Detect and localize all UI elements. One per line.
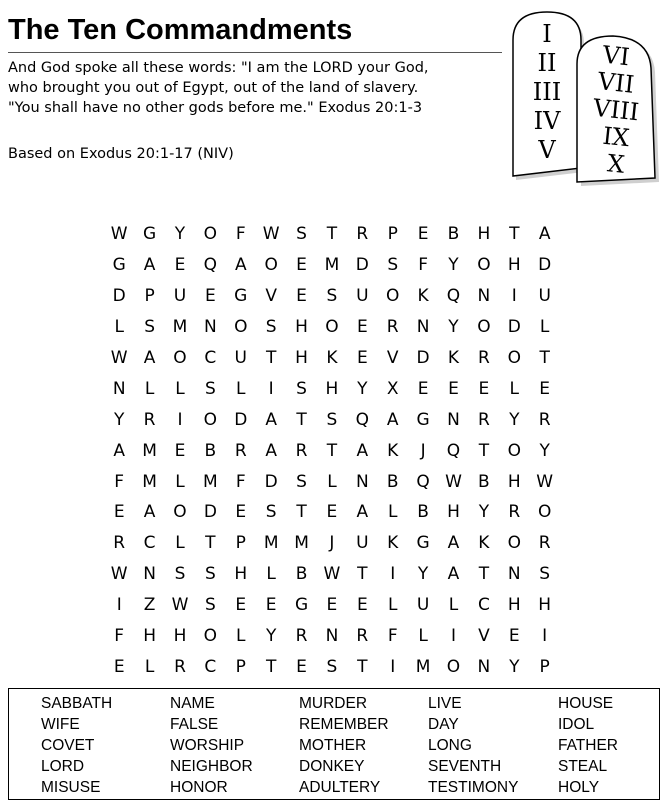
grid-letter[interactable]: E [235,502,247,523]
tablet-numeral: III [532,78,562,106]
intro-text [8,58,508,118]
grid-letter[interactable]: L [387,502,398,523]
grid-letter[interactable]: F [387,626,398,647]
grid-letter[interactable]: J [420,440,426,461]
grid-letter[interactable]: W [445,471,462,492]
tablet-numeral: VI [601,40,631,72]
grid-letter[interactable]: S [204,595,216,616]
page-title: The Ten Commandments [8,14,353,46]
grid-letter[interactable]: A [538,224,551,245]
grid-letter[interactable]: E [356,595,368,616]
grid-letter[interactable]: W [262,224,280,245]
grid-letter[interactable]: M [263,533,279,554]
grid-letter[interactable]: S [144,317,155,338]
grid-letter[interactable]: R [538,533,551,554]
grid-letter[interactable]: N [477,286,491,307]
tablet-numeral: I [542,20,552,48]
grid-letter[interactable]: A [143,348,156,368]
word-bank-list [41,693,658,798]
grid-letter[interactable]: R [356,224,369,245]
grid-letter[interactable]: Y [417,564,429,585]
grid-letter[interactable]: U [356,533,369,554]
grid-letter[interactable]: G [416,533,430,554]
grid-letter[interactable]: G [234,286,248,307]
word-bank-item: STEAL [558,757,608,775]
word-bank-item: NAME [170,694,215,712]
grid-letter[interactable]: T [296,502,307,523]
grid-letter[interactable]: R [477,409,490,430]
grid-letter[interactable]: B [295,564,308,585]
grid-letter[interactable]: F [235,224,246,245]
grid-letter[interactable]: A [234,255,247,276]
grid-letter[interactable]: A [386,409,399,430]
grid-letter[interactable]: H [295,317,308,338]
grid-letter[interactable]: Y [478,502,490,523]
grid-letter[interactable]: S [326,409,338,430]
grid-letter[interactable]: T [478,440,490,461]
grid-letter[interactable]: P [235,533,246,554]
grid-letter[interactable]: Y [174,224,186,245]
grid-letter[interactable]: E [508,626,520,647]
grid-letter[interactable]: Y [509,656,520,677]
grid-letter[interactable]: L [418,626,428,647]
word-search-grid [104,219,560,682]
word-bank-item: IDOL [558,715,595,733]
grid-letter[interactable]: D [416,348,430,368]
grid-letter[interactable]: R [356,626,369,647]
grid-letter[interactable]: N [477,656,491,677]
grid-letter[interactable]: U [538,286,551,307]
grid-letter[interactable]: Y [357,378,368,399]
grid-letter[interactable]: P [235,656,246,677]
grid-letter[interactable]: T [326,440,338,461]
grid-letter[interactable]: C [204,348,217,368]
grid-letter[interactable]: D [203,502,217,523]
grid-letter[interactable]: S [174,564,186,585]
grid-letter[interactable]: T [296,409,307,430]
grid-letter[interactable]: E [478,378,490,399]
grid-letter[interactable]: O [386,286,400,307]
grid-letter[interactable]: T [478,564,490,585]
grid-letter[interactable]: L [175,378,185,399]
grid-letter[interactable]: L [448,595,459,616]
word-bank-item: COVET [41,736,95,754]
grid-letter[interactable]: A [447,564,460,585]
grid-letter[interactable]: E [356,348,368,368]
grid-letter[interactable]: H [447,502,460,523]
grid-letter[interactable]: H [507,255,521,276]
grid-letter[interactable]: P [387,224,398,245]
word-bank-item: LIVE [428,694,462,712]
grid-letter[interactable]: O [173,348,187,368]
grid-letter[interactable]: E [296,286,307,307]
grid-letter[interactable]: E [356,317,368,338]
grid-letter[interactable]: H [507,471,521,492]
grid-letter[interactable]: G [142,224,157,245]
grid-letter[interactable]: H [234,564,248,585]
grid-letter[interactable]: H [295,348,308,368]
grid-letter[interactable]: D [538,255,552,276]
word-bank-item: TESTIMONY [428,778,519,796]
grid-letter[interactable]: S [326,656,338,677]
grid-letter[interactable]: E [113,656,125,677]
tablets-svg [505,6,665,186]
grid-letter[interactable]: J [329,533,335,554]
grid-letter[interactable]: Q [446,286,461,307]
grid-letter[interactable]: O [234,317,248,338]
grid-letter[interactable]: T [205,533,216,554]
grid-letter[interactable]: T [326,224,338,245]
tablet-numeral: VII [596,67,636,99]
grid-letter[interactable]: R [477,348,490,368]
grid-letter[interactable]: M [142,471,157,492]
grid-letter[interactable]: I [450,626,456,647]
word-bank-item: HOUSE [558,694,614,712]
grid-letter[interactable]: L [175,533,185,554]
word-bank-item: ADULTERY [299,778,381,796]
tablet-numeral: VIII [591,93,641,127]
grid-letter[interactable]: L [327,471,337,492]
grid-letter[interactable]: W [110,224,128,245]
grid-letter[interactable]: D [507,317,521,338]
title-divider [8,52,502,53]
grid-letter[interactable]: A [143,255,156,276]
grid-letter[interactable]: S [204,378,216,399]
word-bank-item: WORSHIP [170,736,245,754]
word-bank-item: HONOR [170,778,228,796]
grid-letter[interactable]: U [416,595,430,616]
grid-letter[interactable]: A [265,409,277,430]
grid-letter[interactable]: O [477,317,491,338]
grid-letter[interactable]: H [477,224,491,245]
grid-letter[interactable]: C [477,595,490,616]
word-bank-box [8,688,660,800]
word-bank-item: WIFE [41,715,80,733]
grid-letter[interactable]: V [478,626,490,647]
grid-letter[interactable]: M [172,317,188,338]
grid-letter[interactable]: A [143,502,156,523]
grid-letter[interactable]: K [326,348,338,368]
grid-letter[interactable]: X [386,378,399,399]
grid-letter[interactable]: L [144,656,155,677]
tablet-numeral: IV [533,107,561,135]
grid-letter[interactable]: C [143,533,156,554]
grid-letter[interactable]: R [143,409,156,430]
grid-letter[interactable]: S [265,317,277,338]
grid-letter[interactable]: U [173,286,187,307]
grid-letter[interactable]: A [447,533,460,554]
grid-letter[interactable]: E [448,378,459,399]
word-bank-item: HOLY [558,778,600,796]
grid-letter[interactable]: E [539,378,551,399]
word-bank-item: FATHER [558,736,618,754]
grid-letter[interactable]: L [387,595,398,616]
grid-letter[interactable]: S [539,564,551,585]
grid-letter[interactable]: S [204,564,216,585]
grid-letter[interactable]: R [295,440,308,461]
grid-letter[interactable]: F [114,471,125,492]
grid-letter[interactable]: U [234,348,247,368]
grid-letter[interactable]: A [265,440,277,461]
grid-letter[interactable]: G [416,409,430,430]
grid-letter[interactable]: A [113,440,126,461]
grid-letter[interactable]: T [509,224,520,245]
grid-letter[interactable]: E [174,255,186,276]
grid-letter[interactable]: T [265,656,277,677]
grid-letter[interactable]: E [417,224,429,245]
grid-letter[interactable]: O [203,409,218,430]
word-bank-item: NEIGHBOR [170,757,253,775]
grid-letter[interactable]: D [355,255,369,276]
grid-letter[interactable]: S [326,286,338,307]
grid-letter[interactable]: W [110,564,128,585]
grid-letter[interactable]: H [507,595,521,616]
grid-letter[interactable]: M [142,440,157,461]
grid-letter[interactable]: M [203,471,218,492]
grid-letter[interactable]: I [116,595,122,616]
grid-letter[interactable]: W [171,595,189,616]
grid-letter[interactable]: F [235,471,246,492]
grid-letter[interactable]: E [174,440,186,461]
grid-letter[interactable]: L [175,471,185,492]
grid-letter[interactable]: I [390,656,396,677]
grid-letter[interactable]: H [538,595,552,616]
grid-letter[interactable]: W [110,348,128,368]
grid-letter[interactable]: E [326,595,338,616]
grid-letter[interactable]: B [386,471,399,492]
grid-letter[interactable]: N [507,564,521,585]
grid-letter[interactable]: R [508,502,521,523]
grid-letter[interactable]: R [174,656,186,677]
grid-letter[interactable]: N [325,626,339,647]
grid-letter[interactable]: E [204,286,216,307]
grid-letter[interactable]: O [325,317,339,338]
grid-letter[interactable]: B [204,440,217,461]
grid-letter[interactable]: L [236,378,246,399]
grid-letter[interactable]: N [204,317,217,338]
grid-letter[interactable]: M [294,533,309,554]
grid-letter[interactable]: H [143,626,156,647]
word-bank-item: FALSE [170,715,219,733]
grid-letter[interactable]: D [112,286,126,307]
grid-letter[interactable]: S [387,255,399,276]
word-bank-item: DONKEY [299,757,365,775]
grid-letter[interactable]: T [357,656,368,677]
intro-line: "You shall have no other gods before me." Exodus 20:1-3 [8,100,423,116]
grid-letter[interactable]: R [538,409,551,430]
grid-letter[interactable]: L [266,564,276,585]
grid-letter[interactable]: O [264,255,278,276]
grid-letter[interactable]: E [235,595,247,616]
grid-letter[interactable]: I [268,378,274,399]
word-bank-item: REMEMBER [299,715,389,733]
grid-letter[interactable]: T [539,348,550,368]
grid-letter[interactable]: K [447,348,460,368]
word-bank-item: LONG [428,736,472,754]
grid-letter[interactable]: L [539,317,550,338]
grid-letter[interactable]: Q [203,255,218,276]
grid-letter[interactable]: D [264,471,278,492]
grid-letter[interactable]: Y [265,626,277,647]
grid-letter[interactable]: O [173,502,187,523]
grid-letter[interactable]: U [356,286,369,307]
grid-letter[interactable]: K [387,440,399,461]
grid-letter[interactable]: E [296,656,307,677]
scripture-reference: Based on Exodus 20:1-17 (NIV) [8,146,234,162]
grid-letter[interactable]: T [357,564,368,585]
grid-letter[interactable]: N [416,317,430,338]
grid-letter[interactable]: H [325,378,339,399]
grid-letter[interactable]: F [418,255,428,276]
grid-letter[interactable]: K [387,533,399,554]
grid-letter[interactable]: M [324,255,340,276]
grid-letter[interactable]: D [234,409,248,430]
tablet-numeral: V [538,136,556,164]
grid-letter[interactable]: R [295,626,308,647]
word-bank-item: MURDER [299,694,368,712]
grid-letter[interactable]: H [173,626,187,647]
grid-letter[interactable]: O [507,348,521,368]
grid-letter[interactable]: O [537,502,552,523]
word-bank-item: MISUSE [41,778,101,796]
grid-letter[interactable]: L [114,317,124,338]
grid-letter[interactable]: S [296,378,307,399]
grid-letter[interactable]: Y [114,409,125,430]
grid-letter[interactable]: O [507,533,521,554]
tablet-numeral: X [606,149,626,179]
grid-letter[interactable]: O [477,255,491,276]
grid-letter[interactable]: F [114,626,125,647]
grid-letter[interactable]: S [296,224,307,245]
grid-letter[interactable]: O [446,656,461,677]
grid-letter[interactable]: O [203,224,218,245]
grid-letter[interactable]: B [478,471,490,492]
grid-letter[interactable]: Y [448,255,459,276]
grid-letter[interactable]: L [509,378,520,399]
grid-letter[interactable]: O [203,626,218,647]
grid-letter[interactable]: Y [509,409,520,430]
grid-letter[interactable]: R [113,533,126,554]
grid-letter[interactable]: N [447,409,460,430]
grid-letter[interactable]: B [447,224,460,245]
grid-letter[interactable]: O [507,440,521,461]
grid-letter[interactable]: Y [448,317,459,338]
grid-letter[interactable]: L [236,626,246,647]
grid-letter[interactable]: G [294,595,309,616]
grid-letter[interactable]: E [326,502,338,523]
grid-letter[interactable]: K [478,533,490,554]
grid-letter[interactable]: E [417,378,429,399]
grid-letter[interactable]: I [542,626,548,647]
tablet-numeral: II [537,49,557,77]
grid-letter[interactable]: I [390,564,396,585]
grid-letter[interactable]: L [144,378,155,399]
grid-letter[interactable]: I [511,286,517,307]
grid-letter[interactable]: K [417,286,429,307]
grid-letter[interactable]: A [356,502,369,523]
word-bank-item: MOTHER [299,736,367,754]
grid-letter[interactable]: G [112,255,126,276]
grid-letter[interactable]: N [143,564,156,585]
grid-letter[interactable]: E [265,595,277,616]
grid-letter[interactable]: Y [539,440,550,461]
grid-letter[interactable]: A [356,440,369,461]
grid-letter[interactable]: Q [446,440,461,461]
stone-tablets-illustration [505,6,665,186]
grid-letter[interactable]: N [112,378,126,399]
word-bank-item: DAY [428,715,459,733]
grid-letter[interactable]: C [204,656,217,677]
intro-line: who brought you out of Egypt, out of the land of slavery. [8,80,419,96]
grid-letter[interactable]: W [536,471,554,492]
word-bank-item: LORD [41,757,85,775]
grid-letter[interactable]: P [539,656,550,677]
grid-letter[interactable]: V [386,348,399,368]
grid-letter[interactable]: T [265,348,277,368]
grid-letter[interactable]: B [417,502,429,523]
grid-letter[interactable]: Q [416,471,430,492]
grid-letter[interactable]: R [234,440,247,461]
grid-letter[interactable]: E [113,502,125,523]
grid-letter[interactable]: W [323,564,341,585]
grid-letter[interactable]: E [296,255,307,276]
word-bank-item: SABBATH [41,694,113,712]
grid-letter[interactable]: Q [355,409,370,430]
word-bank-item: SEVENTH [428,757,502,775]
intro-line: And God spoke all these words: "I am the LORD your God, [8,60,429,76]
grid-letter[interactable]: S [265,502,277,523]
grid-letter[interactable]: P [144,286,155,307]
grid-letter[interactable]: S [296,471,307,492]
grid-letter[interactable]: V [265,286,277,307]
grid-letter[interactable]: M [415,656,431,677]
grid-letter[interactable]: N [355,471,369,492]
grid-letter[interactable]: I [177,409,183,430]
grid-letter[interactable]: Z [143,595,156,616]
tablet-numeral: IX [601,121,631,153]
grid-letter[interactable]: R [386,317,399,338]
